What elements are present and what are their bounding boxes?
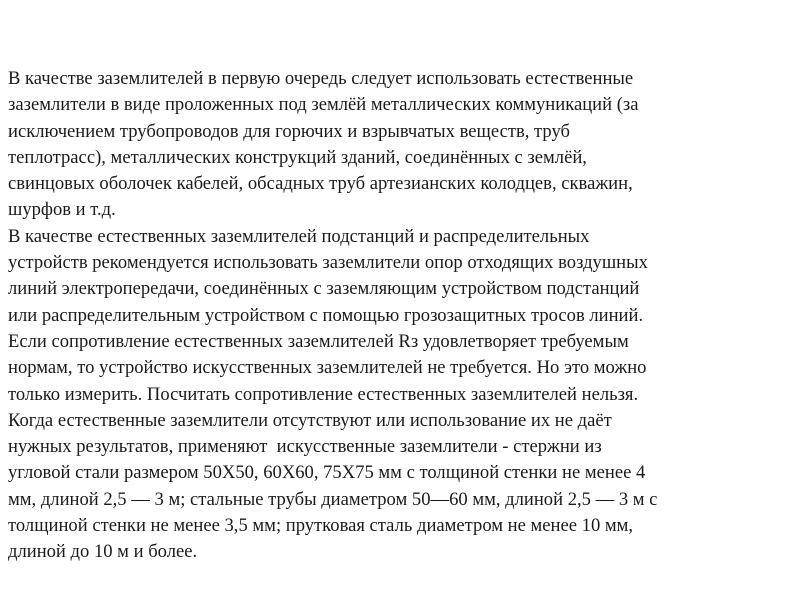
text-line: линий электропередачи, соединённых с заземляющим устройством подстанций [8,278,640,300]
text-line: устройств рекомендуется использовать заземлители опор отходящих воздушных [8,252,648,274]
text-line: или распределительным устройством с помощью грозозащитных тросов линий. [8,304,644,326]
text-line: только измерить. Посчитать сопротивление естественных заземлителей нельзя. [8,383,639,405]
text-line: длиной до 10 м и более. [8,541,198,563]
text-line: В качестве заземлителей в первую очередь следует использовать естественные [8,68,634,89]
text-line: нужных результатов, применяют искусственные заземлители - стержни из [8,436,602,458]
text-line: свинцовых оболочек кабелей, обсадных труб артезианских колодцев, скважин, [8,173,633,195]
text-line: теплотрасс), металлических конструкций зданий, соединённых с землёй, [8,146,587,168]
text-line: шурфов и т.д. [8,199,116,221]
text-line: нормам, то устройство искусственных заземлителей не требуется. Но это можно [8,357,647,379]
text-line: толщиной стенки не менее 3,5 мм; прутковая сталь диаметром не менее 10 мм, [8,515,634,537]
text-line: исключением трубопроводов для горючих и взрывчатых веществ, труб [8,120,570,142]
text-line: угловой стали размером 50Х50, 60Х60, 75Х75 мм с толщиной стенки не менее 4 [8,462,646,484]
text-line: Если сопротивление естественных заземлителей Rз удовлетворяет требуемым [8,330,629,352]
text-line: мм, длиной 2,5 — 3 м; стальные трубы диаметром 50—60 мм, длиной 2,5 — 3 м с [8,488,658,510]
text-line: В качестве естественных заземлителей подстанций и распределительных [8,225,590,247]
text-line: заземлители в виде проложенных под землёй металлических коммуникаций (за [8,94,639,116]
text-line: Когда естественные заземлители отсутствуют или использование их не даёт [8,409,612,431]
body-text [8,66,798,566]
